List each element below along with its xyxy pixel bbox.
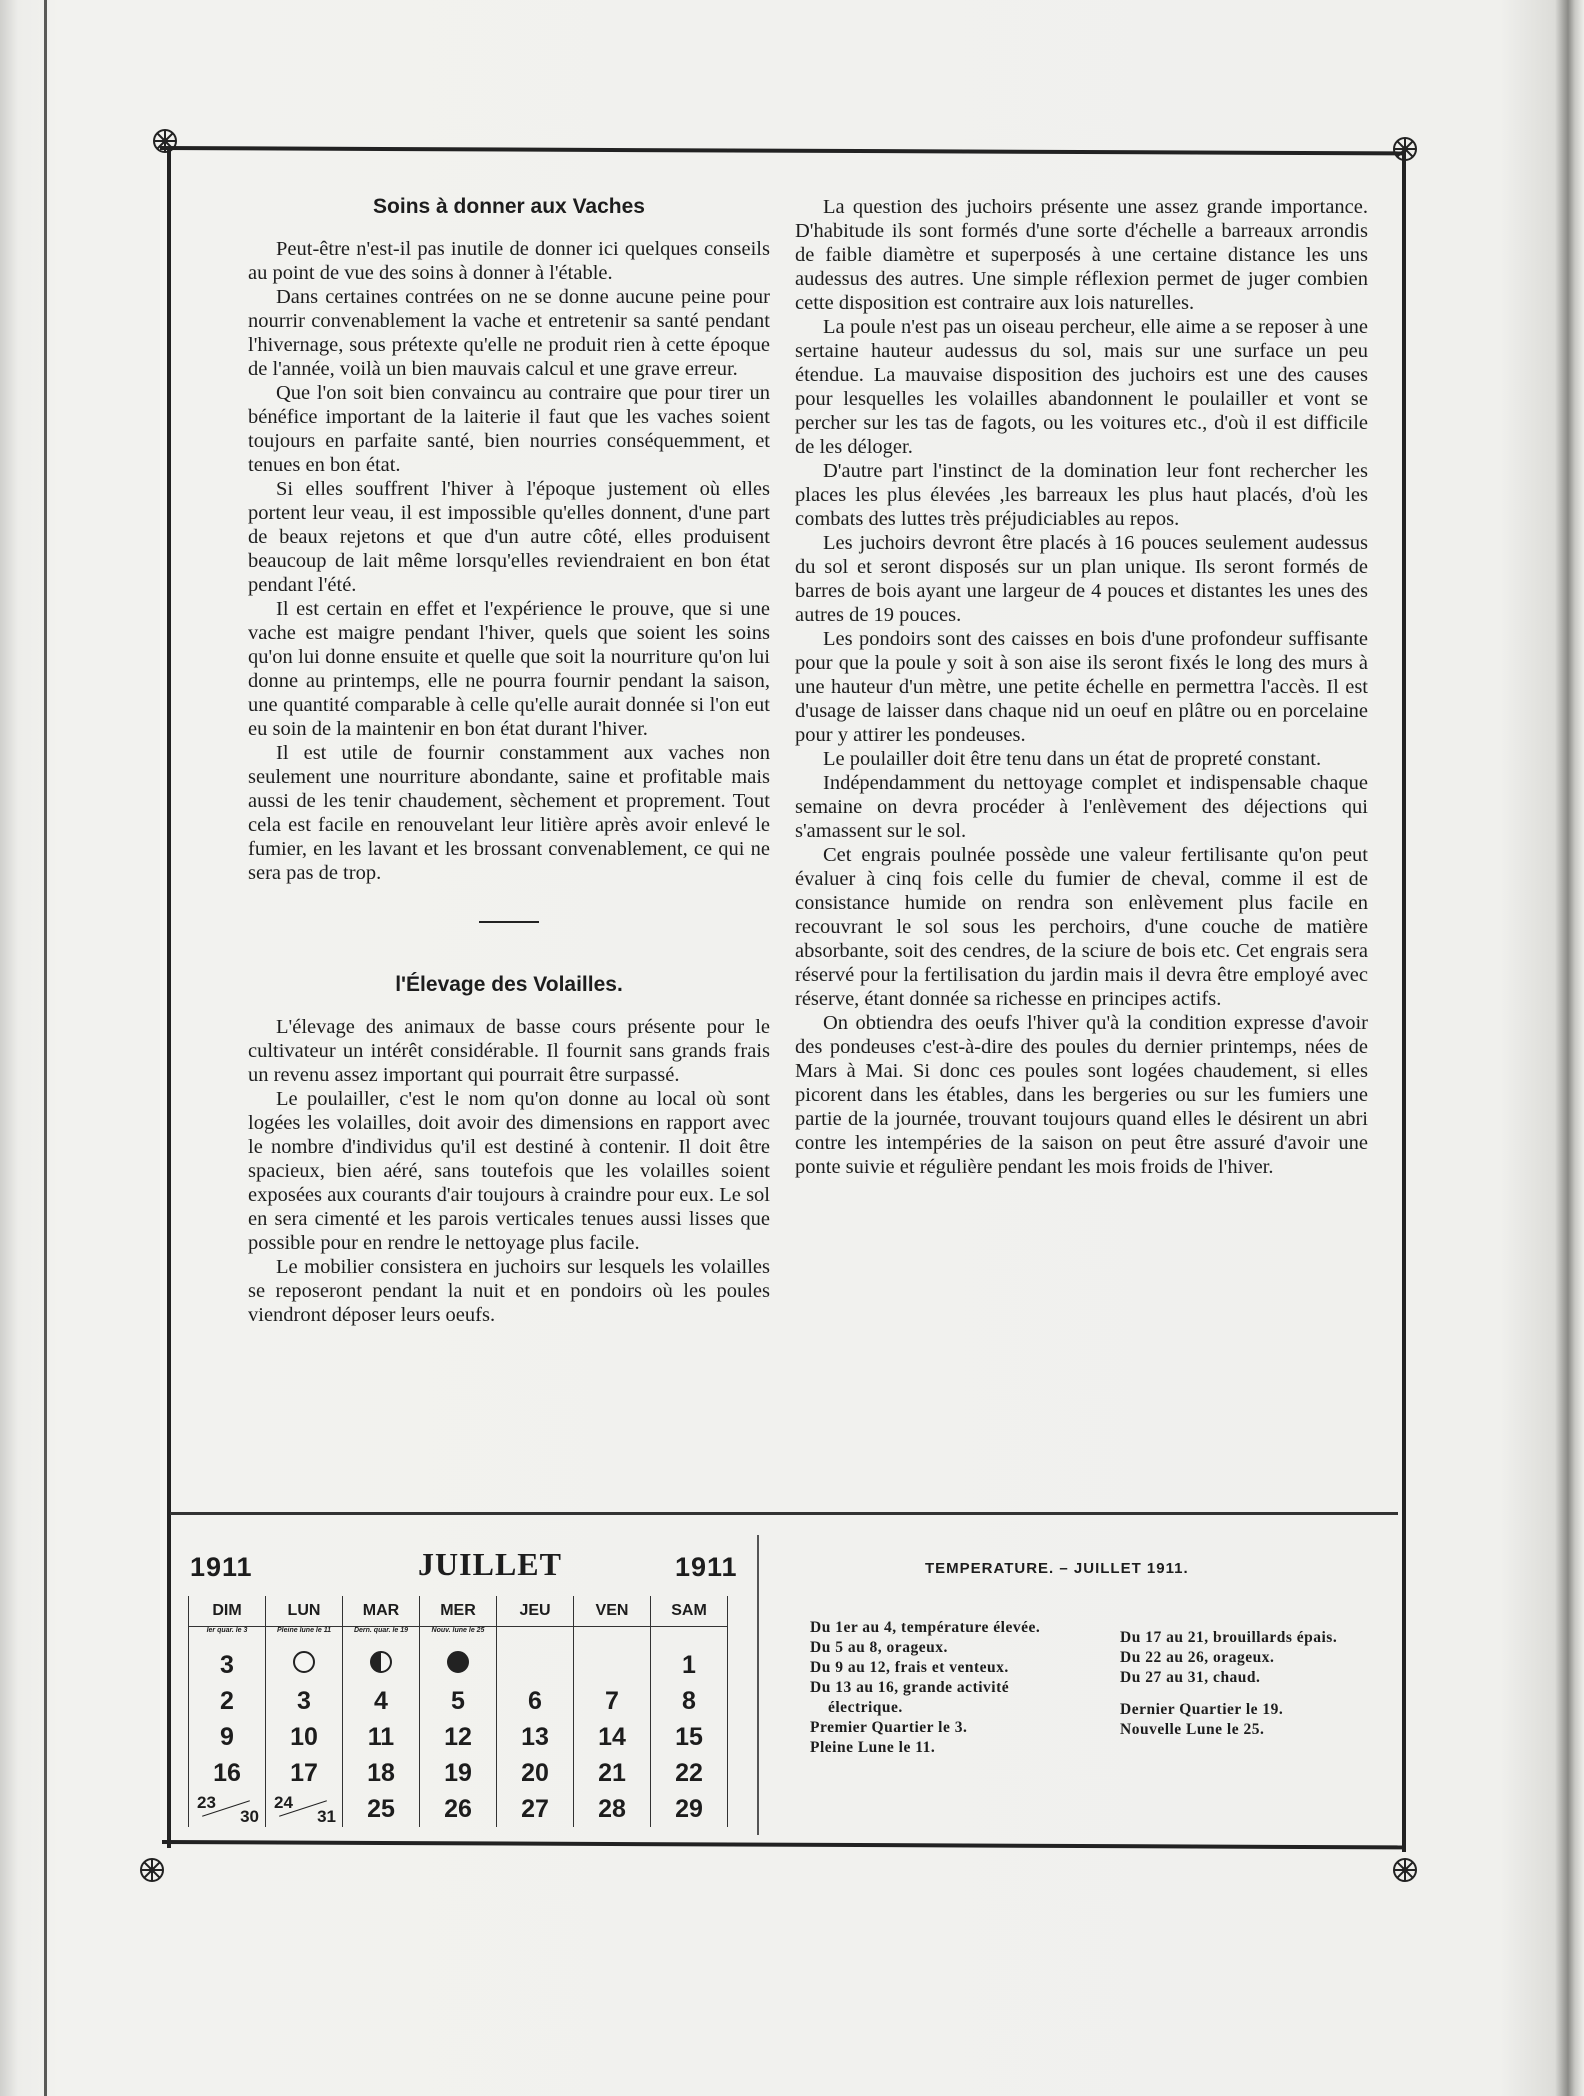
article-title-vaches: Soins à donner aux Vaches <box>373 195 645 218</box>
paragraph: Cet engrais poulnée possède une valeur fertilisante qu'on peut évaluer à cinq fois celle du fumier de cheval, comme il est de consistance humide on rendra son enlèvement plus facile en recouvrant le sol sous les perchoirs, d'une couche de matière absorbante, soit des cendres, de la sciure de bois etc. Cet engrais sera réservé pour la fertilisation du jardin mais il devra être employé avec réserve, étant donnée sa richesse en principes actifs. <box>795 844 1368 1010</box>
paragraph: Il est certain en effet et l'expérience le prouve, que si une vache est maigre pendant l'hiver, quels que soient les soins qu'on lui donne ensuite et quelle que soit la nourriture qu'on lui donne au printemps, elle ne pourra fournir pendant la saison, une quantité comparable à celle qu'elle aurait donnée si l'on eut eu soin de la maintenir en bon état durant l'hiver. <box>248 598 770 740</box>
phase-label: Pleine lune le 11 <box>266 1627 343 1648</box>
moon-phase-entry: Nouvelle Lune le 25. <box>1120 1721 1265 1738</box>
day-cell: 5 <box>420 1683 497 1719</box>
phase-label <box>497 1627 574 1648</box>
day-cell: 16 <box>189 1755 266 1791</box>
calendar-divider <box>757 1535 759 1835</box>
paragraph: La question des juchoirs présente une assez grande importance. D'habitude ils sont formés d'une sorte d'échelle a barreaux arrondis de faible diamètre et superposés à une certaine distance les uns audessus des autres. Une simple réflexion permet de juger combien cette disposition est contraire aux lois naturelles. <box>795 196 1368 314</box>
temperature-left-list <box>810 1618 1080 1758</box>
forecast-entry: Du 22 au 26, orageux. <box>1120 1649 1275 1666</box>
paragraph: Dans certaines contrées on ne se donne aucune peine pour nourrir convenablement la vache et entretenir sa santé pendant l'hivernage, sous prétexte qu'elle ne produit rien à cette époque de l'année, voilà un bien mauvais calcul et une grave erreur. <box>248 286 770 380</box>
paragraph: Peut-être n'est-il pas inutile de donner ici quelques conseils au point de vue des soins à donner à l'étable. <box>248 238 770 284</box>
day-cell: 25 <box>343 1791 420 1827</box>
day-cell <box>343 1647 420 1683</box>
forecast-entry: Du 1er au 4, température élevée. <box>810 1619 1041 1636</box>
moon-phase-row <box>189 1627 728 1648</box>
day-cell: 11 <box>343 1719 420 1755</box>
new-moon-icon <box>447 1651 469 1673</box>
day-number: 31 <box>317 1807 336 1826</box>
day-cell: 9 <box>189 1719 266 1755</box>
day-cell: 28 <box>574 1791 651 1827</box>
forecast-entry: Du 5 au 8, orageux. <box>810 1639 948 1656</box>
paragraph: D'autre part l'instinct de la domination leur font rechercher les places les plus élevées ,les barreaux les plus haut placés, d'où les combats des luttes très préjudiciables au repos. <box>795 460 1368 530</box>
day-cell-split <box>189 1791 266 1827</box>
frame-top-rule <box>160 146 1404 155</box>
paragraph: Le poulailler, c'est le nom qu'on donne au local où sont logées les volailles, doit avoir des dimensions en rapport avec le nombre d'individus qu'il est destiné à contenir. Il doit être spacieux, bien aéré, sans toutefois que les volailles soient exposées aux courants d'air toujours à craindre pour eux. Le sol en sera cimenté et les parois verticales tenues aussi lisses que possible pour en rendre le nettoyage plus facile. <box>248 1088 770 1254</box>
calendar-week-row <box>189 1683 728 1719</box>
day-cell: 7 <box>574 1683 651 1719</box>
weekday-header-row <box>189 1596 728 1627</box>
day-cell: 27 <box>497 1791 574 1827</box>
paragraph: Le mobilier consistera en juchoirs sur lesquels les volailles se reposeront pendant la nuit et en pondoirs où les poules viendront déposer leurs oeufs. <box>248 1256 770 1326</box>
day-cell: 17 <box>266 1755 343 1791</box>
day-cell: 8 <box>651 1683 728 1719</box>
forecast-entry: Du 13 au 16, grande activité électrique. <box>810 1679 1010 1716</box>
calendar-grid <box>188 1596 728 1827</box>
day-cell: 1 <box>651 1647 728 1683</box>
day-cell: 21 <box>574 1755 651 1791</box>
day-cell: 19 <box>420 1755 497 1791</box>
rosette-ornament-icon <box>138 1856 166 1884</box>
frame-right-rule <box>1402 152 1406 1852</box>
weekday-label: LUN <box>266 1596 343 1627</box>
temperature-right-list <box>1120 1628 1380 1740</box>
section-separator <box>479 921 539 923</box>
forecast-entry: Du 27 au 31, chaud. <box>1120 1669 1261 1686</box>
paragraph: Il est utile de fournir constamment aux vaches non seulement une nourriture abondante, saine et profitable mais aussi de les tenir chaudement, sèchement et proprement. Tout cela est facile en renouvelant leur litière après avoir enlevé le fumier, en les lavant et les brossant convenablement, ce qui ne sera pas de trop. <box>248 742 770 884</box>
weekday-label: SAM <box>651 1596 728 1627</box>
paragraph: Le poulailler doit être tenu dans un état de propreté constant. <box>823 748 1322 770</box>
day-cell <box>266 1647 343 1683</box>
calendar-week-row <box>189 1719 728 1755</box>
day-cell: 18 <box>343 1755 420 1791</box>
rosette-ornament-icon <box>1391 135 1419 163</box>
day-cell: 29 <box>651 1791 728 1827</box>
day-number: 24 <box>274 1793 293 1812</box>
day-cell: 6 <box>497 1683 574 1719</box>
paragraph: Les pondoirs sont des caisses en bois d'une profondeur suffisante pour que la poule y soit à son aise ils seront fixés le long des murs à une hauteur d'un mètre, une petite échelle en permettra l'accès. Il est d'usage de laisser dans chaque nid un oeuf en plâtre ou en porcelaine pour y attirer les pondeuses. <box>795 628 1368 746</box>
forecast-entry: Du 9 au 12, frais et venteux. <box>810 1659 1009 1676</box>
temperature-forecast <box>810 1560 1370 1756</box>
phase-label: Ier quar. le 3 <box>189 1627 266 1648</box>
phase-label: Dern. quar. le 19 <box>343 1627 420 1648</box>
rosette-ornament-icon <box>151 127 179 155</box>
day-cell: 22 <box>651 1755 728 1791</box>
calendar-week-row <box>189 1791 728 1827</box>
day-cell: 4 <box>343 1683 420 1719</box>
calendar-week-row <box>189 1755 728 1791</box>
forecast-entry: Du 17 au 21, brouillards épais. <box>1120 1629 1338 1646</box>
frame-bottom-rule <box>162 1840 1406 1849</box>
phase-label <box>651 1627 728 1648</box>
day-cell: 3 <box>189 1647 266 1683</box>
temperature-title: TEMPERATURE. – JUILLET 1911. <box>925 1560 1189 1577</box>
weekday-label: VEN <box>574 1596 651 1627</box>
moon-phase-entry: Pleine Lune le 11. <box>810 1739 936 1756</box>
moon-phase-entry: Premier Quartier le 3. <box>810 1719 968 1736</box>
weekday-label: DIM <box>189 1596 266 1627</box>
paragraph: Si elles souffrent l'hiver à l'époque justement où elles portent leur veau, il est impossible qu'elles donnent, d'une part de beaux rejetons et que d'un autre côté, elles produisent beaucoup de lait même lorsqu'elles reviendraient en bon état pendant l'été. <box>248 478 770 596</box>
right-column <box>795 195 1368 1179</box>
paragraph: Indépendamment du nettoyage complet et indispensable chaque semaine on devra procéder à l'enlèvement des déjections qui s'amassent sur le sol. <box>795 772 1368 842</box>
paragraph: La poule n'est pas un oiseau percheur, elle aime a se reposer à une sertaine hauteur audessus du sol, mais sur une surface un peu étendue. La mauvaise disposition des juchoirs est une des causes pour lesquelles les volailles abandonnent le poulailler et vont se percher sur les tas de fagots, ou les voitures etc., d'où il est difficile de les déloger. <box>795 316 1368 458</box>
day-cell <box>420 1647 497 1683</box>
day-cell: 2 <box>189 1683 266 1719</box>
phase-label: Nouv. lune le 25 <box>420 1627 497 1648</box>
weekday-label: JEU <box>497 1596 574 1627</box>
calendar-year-right: 1911 <box>675 1552 738 1582</box>
calendar-month: JUILLET <box>418 1546 562 1582</box>
day-cell: 15 <box>651 1719 728 1755</box>
day-cell: 20 <box>497 1755 574 1791</box>
calendar-year-left: 1911 <box>190 1552 253 1582</box>
paragraph: L'élevage des animaux de basse cours présente pour le cultivateur un intérêt considérable. Il fournit sans grands frais un revenu assez important qui pourrait être surpassé. <box>248 1016 770 1086</box>
paragraph: Les juchoirs devront être placés à 16 pouces seulement audessus du sol et seront disposés sur un plan unique. Ils seront formés de barres de bois ayant une largeur de 4 pouces et distantes les unes des autres de 19 pouces. <box>795 532 1368 626</box>
rosette-ornament-icon <box>1391 1856 1419 1884</box>
day-cell <box>574 1647 651 1683</box>
day-cell: 12 <box>420 1719 497 1755</box>
day-cell: 14 <box>574 1719 651 1755</box>
day-cell: 13 <box>497 1719 574 1755</box>
calendar-week-row <box>189 1647 728 1683</box>
calendar-top-rule <box>170 1512 1398 1515</box>
phase-label <box>574 1627 651 1648</box>
day-cell: 26 <box>420 1791 497 1827</box>
weekday-label: MAR <box>343 1596 420 1627</box>
calendar-july-1911 <box>170 1528 750 1833</box>
binding-edge <box>44 0 47 2096</box>
paragraph: On obtiendra des oeufs l'hiver qu'à la condition expresse d'avoir des pondeuses c'est-à-dire des poules du dernier printemps, nées de Mars à Mai. Si donc ces poules sont logées chaudement, si elles picorent dans les étables, dans les bergeries ou sur les fumiers une partie de la journée, trouvant toujours quand elles le désirent un abri contre les intempéries de la saison on peut être assuré d'avoir une ponte suivie et régulière pendant les mois froids de l'hiver. <box>795 1012 1368 1178</box>
moon-phase-entry: Dernier Quartier le 19. <box>1120 1701 1284 1718</box>
day-cell <box>497 1647 574 1683</box>
spacer <box>1120 1688 1380 1700</box>
day-cell: 3 <box>266 1683 343 1719</box>
day-number: 30 <box>240 1807 259 1826</box>
paragraph: Que l'on soit bien convaincu au contraire que pour tirer un bénéfice important de la laiterie il faut que les vaches soient toujours en parfaite santé, bien nourries conséquemment, et tenues en bon état. <box>248 382 770 476</box>
day-number: 23 <box>197 1793 216 1812</box>
day-cell-split <box>266 1791 343 1827</box>
weekday-label: MER <box>420 1596 497 1627</box>
left-column <box>248 195 770 1327</box>
full-moon-icon <box>293 1651 315 1673</box>
article-title-volailles: l'Élevage des Volailles. <box>395 973 623 996</box>
last-quarter-moon-icon <box>370 1651 392 1673</box>
day-cell: 10 <box>266 1719 343 1755</box>
